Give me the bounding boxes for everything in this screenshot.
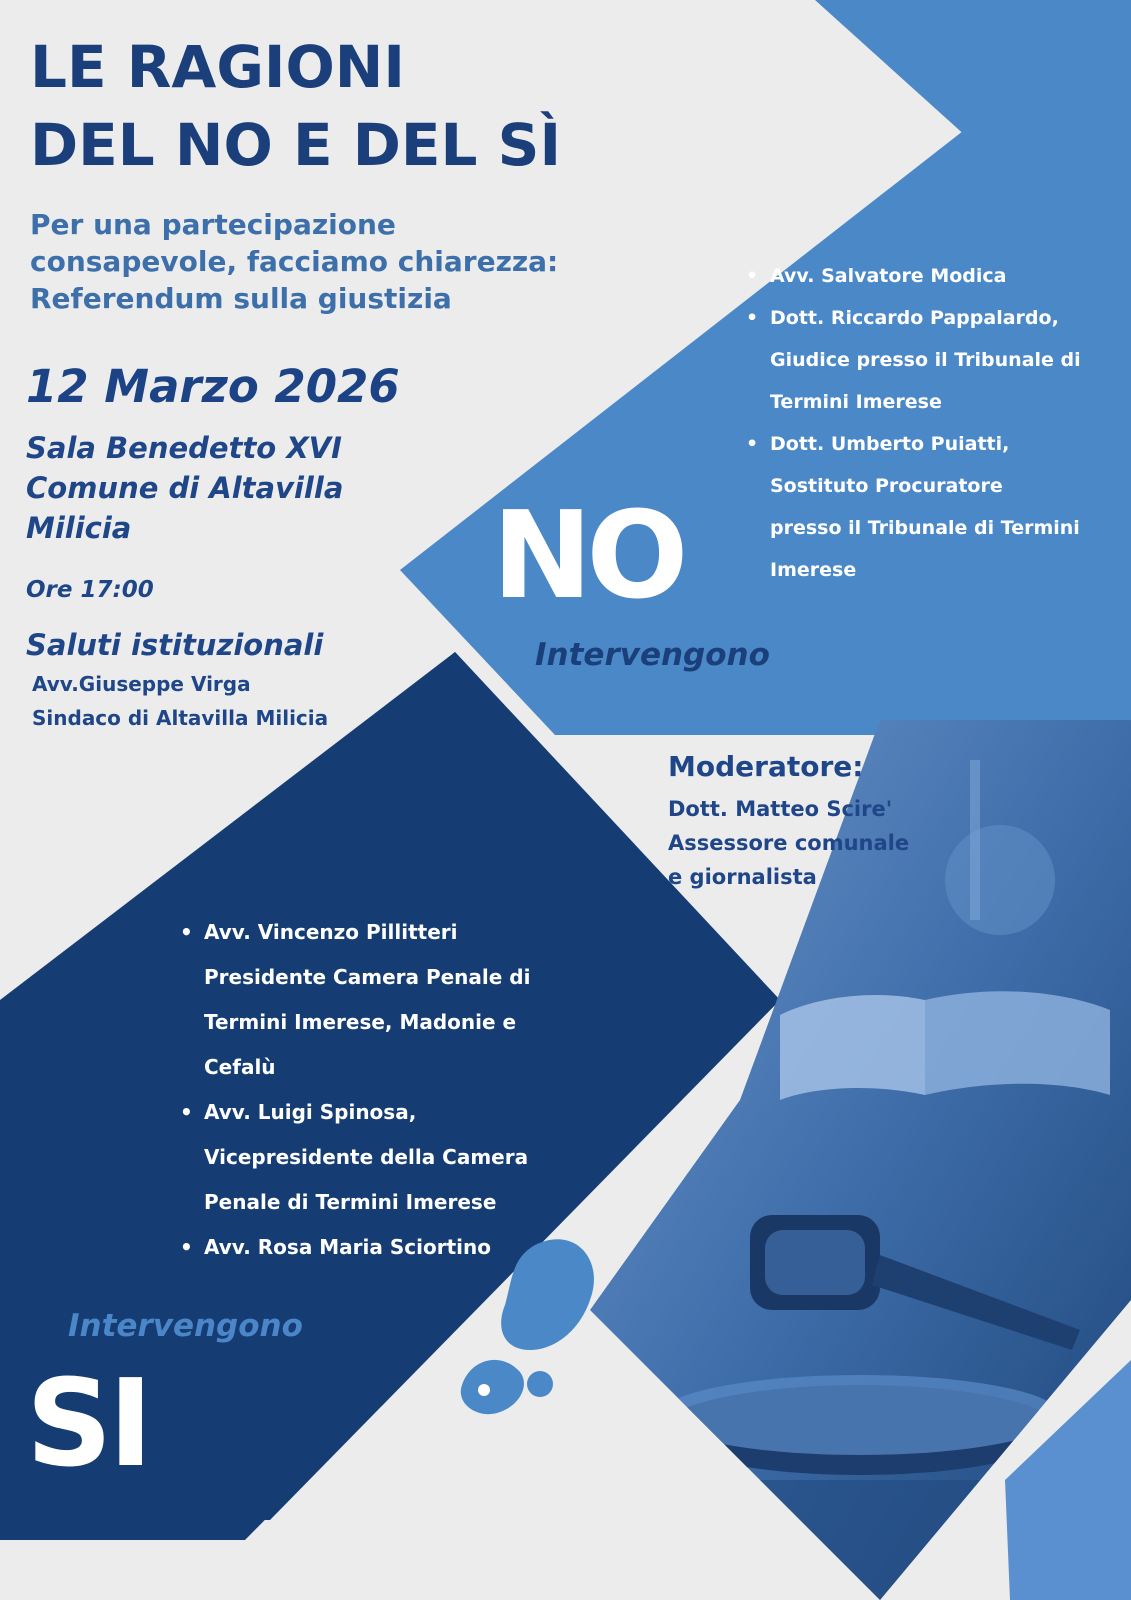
moderator-name: Dott. Matteo Scire' (668, 797, 893, 821)
event-date: 12 Marzo 2026 (26, 360, 400, 413)
list-item (176, 1090, 596, 1225)
speaker-line: Penale di Termini Imerese (204, 1190, 497, 1214)
venue-line-3: Milicia (26, 511, 132, 545)
si-speakers-list (176, 910, 596, 1270)
subtitle-line-2: consapevole, facciamo chiarezza: (30, 245, 559, 278)
speaker-line: Vicepresidente della Camera (204, 1145, 529, 1169)
title-line-1: LE RAGIONI (30, 33, 405, 101)
speaker-line: Termini Imerese, Madonie e (204, 1010, 517, 1034)
saluti-heading: Saluti istituzionali (26, 628, 324, 662)
venue-line-2: Comune di Altavilla (26, 471, 344, 505)
speaker-line: • Avv. Vincenzo Pillitteri (204, 920, 458, 944)
list-item (742, 255, 1102, 297)
no-intervengono: Intervengono (535, 637, 770, 673)
moderator-role-2: e giornalista (668, 865, 817, 889)
speaker-line: Imerese (770, 559, 857, 581)
speaker-line: • Avv. Rosa Maria Sciortino (204, 1235, 491, 1259)
speaker-line: Cefalù (204, 1055, 276, 1079)
saluti-name: Avv.Giuseppe Virga (32, 672, 251, 696)
speaker-line: • Avv. Salvatore Modica (770, 265, 1007, 287)
speaker-line: Sostituto Procuratore (770, 475, 1003, 497)
list-item (176, 910, 596, 1090)
moderator-info (668, 792, 909, 894)
speaker-line: • Dott. Umberto Puiatti, (770, 433, 1010, 455)
no-speakers-list (742, 255, 1102, 591)
si-label: SI (26, 1355, 150, 1494)
event-time: Ore 17:00 (26, 577, 154, 603)
no-label: NO (492, 487, 683, 626)
speaker-line: • Dott. Riccardo Pappalardo, (770, 307, 1059, 329)
saluti-role: Sindaco di Altavilla Milicia (32, 706, 329, 730)
moderator-role-1: Assessore comunale (668, 831, 910, 855)
speaker-line: Presidente Camera Penale di (204, 965, 531, 989)
venue (26, 428, 343, 548)
subtitle (30, 206, 558, 317)
speaker-line: • Avv. Luigi Spinosa, (204, 1100, 417, 1124)
list-item (176, 1225, 596, 1270)
subtitle-line-3: Referendum sulla giustizia (30, 282, 452, 315)
list-item (742, 423, 1102, 591)
title-line-2: DEL NO E DEL SÌ (30, 111, 562, 179)
speaker-line: presso il Tribunale di Termini (770, 517, 1080, 539)
moderator-heading: Moderatore: (668, 750, 864, 783)
speaker-line: Termini Imerese (770, 391, 942, 413)
page-title (30, 28, 561, 184)
venue-line-1: Sala Benedetto XVI (26, 431, 342, 465)
subtitle-line-1: Per una partecipazione (30, 208, 396, 241)
speaker-line: Giudice presso il Tribunale di (770, 349, 1081, 371)
saluti-speaker (32, 667, 328, 735)
list-item (742, 297, 1102, 423)
si-intervengono: Intervengono (68, 1308, 303, 1344)
